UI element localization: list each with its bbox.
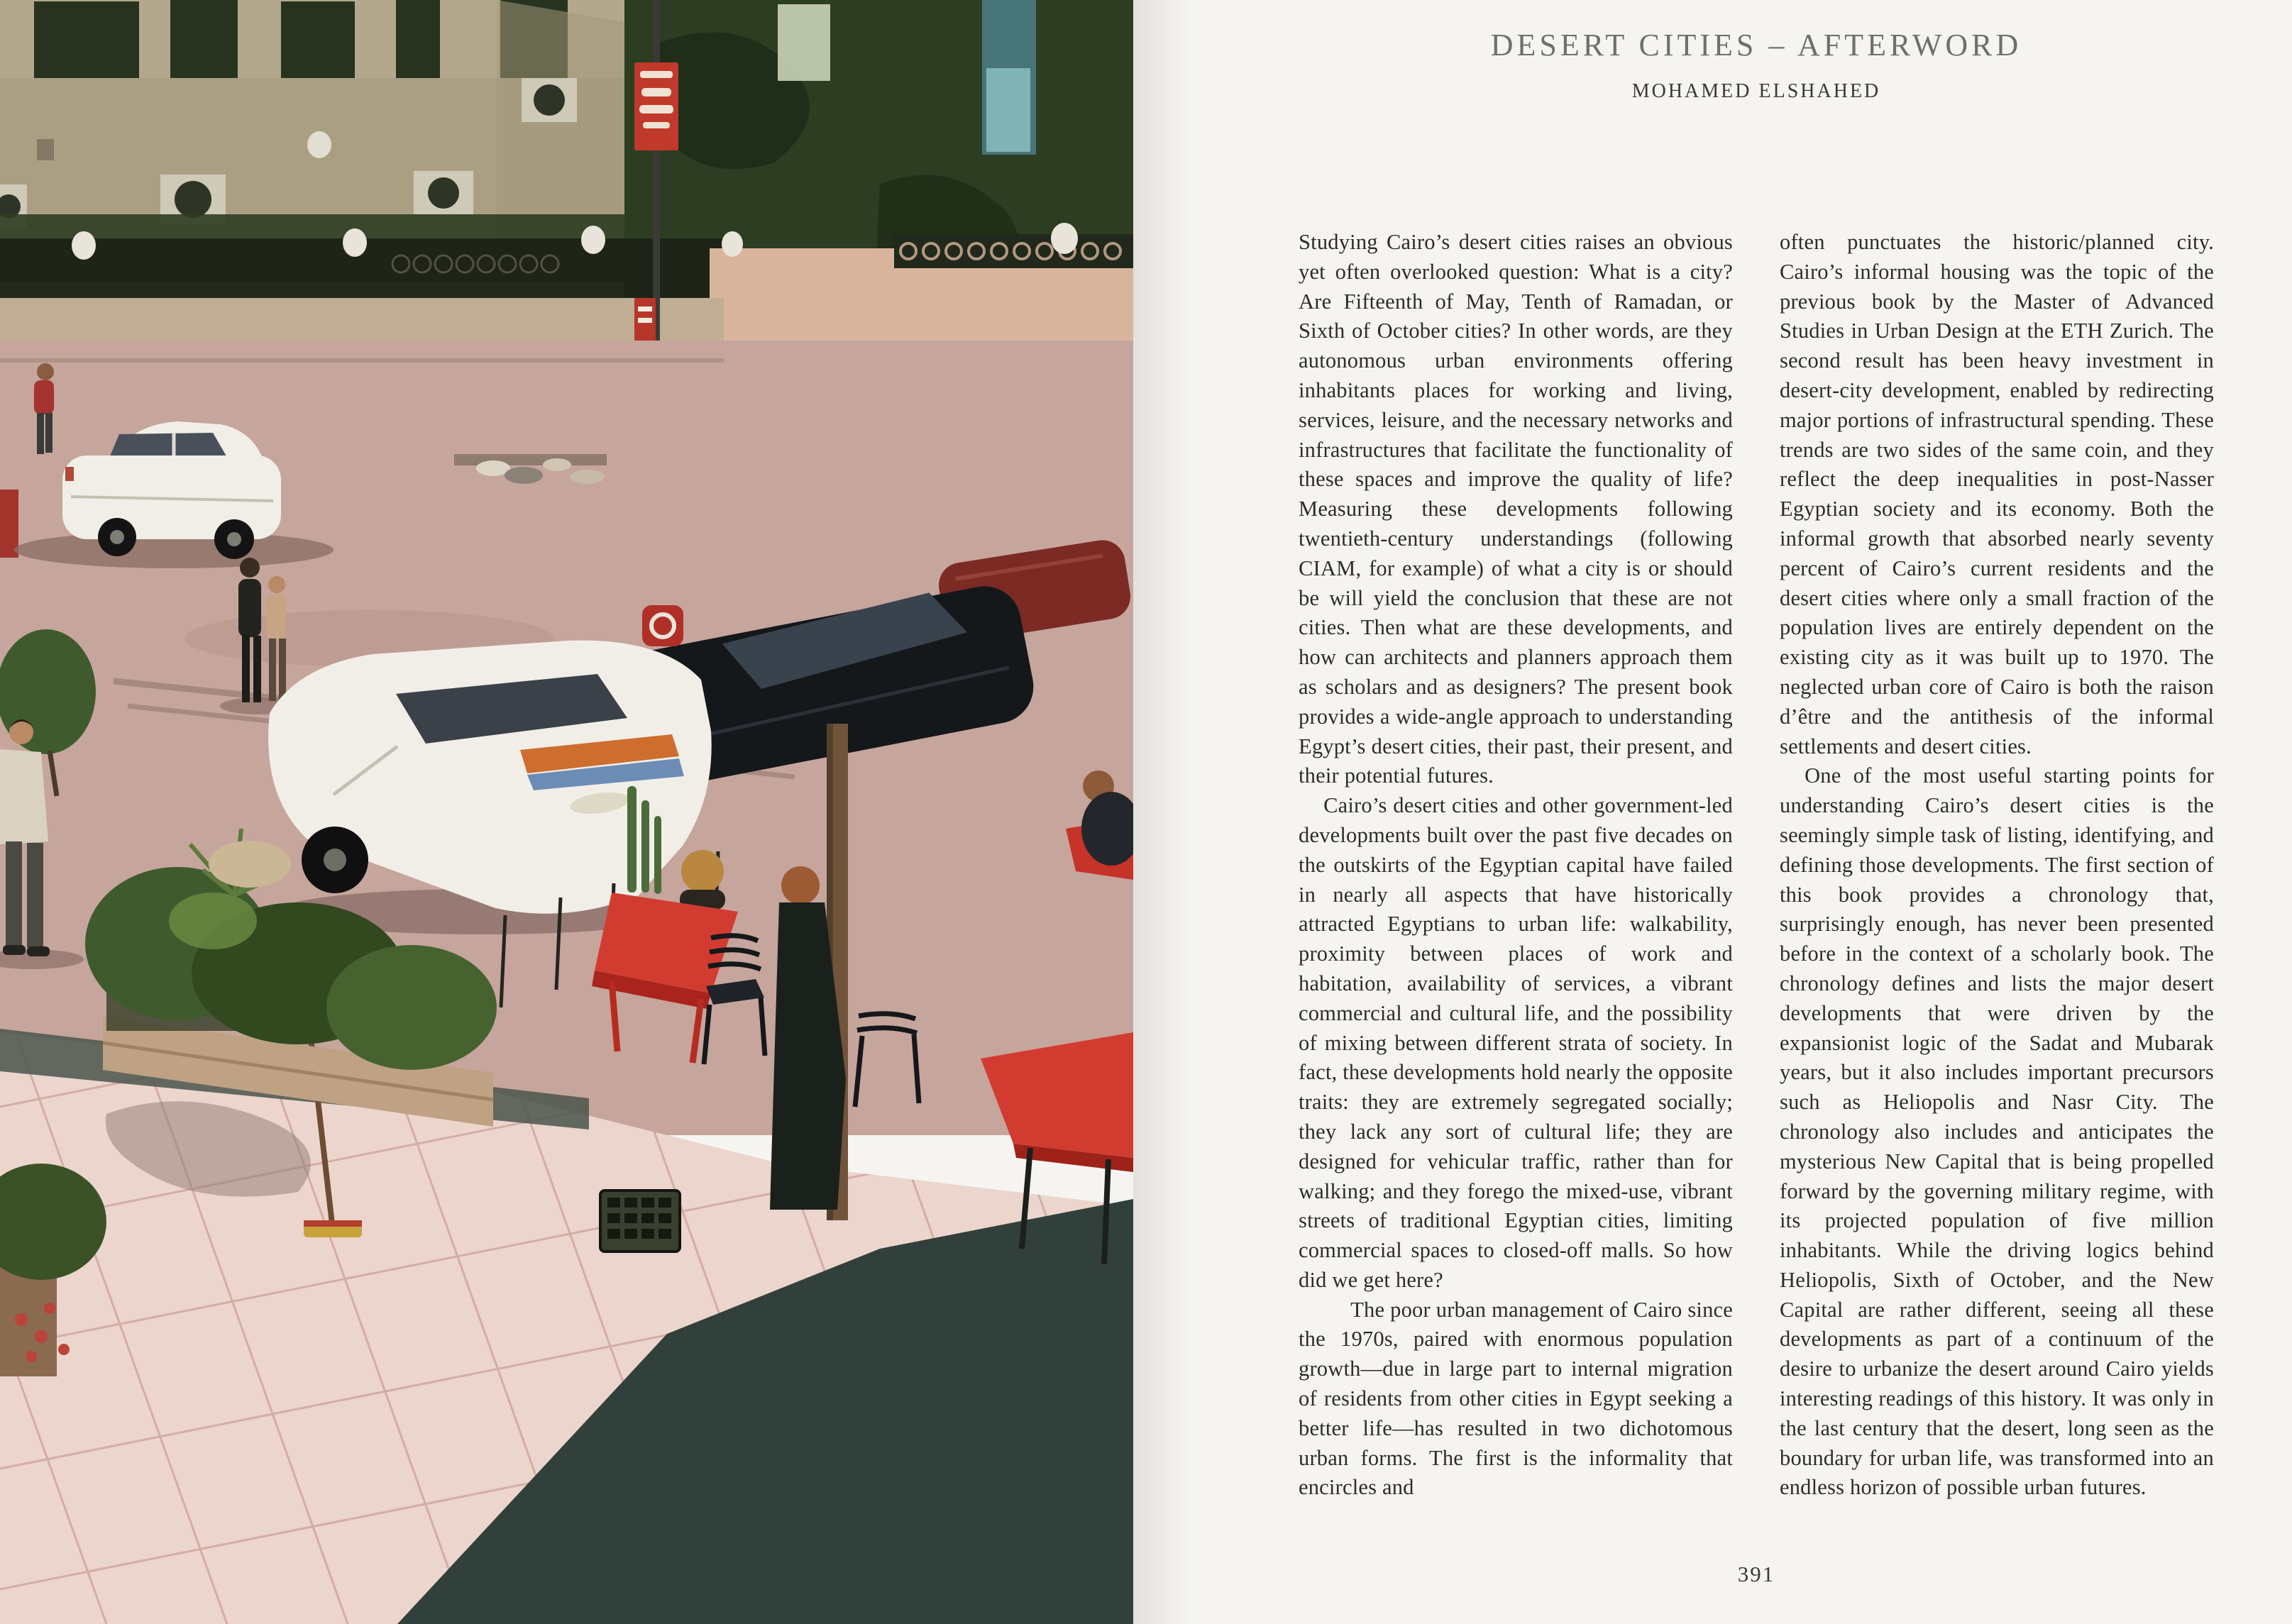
chapter-title: DESERT CITIES – AFTERWORD: [1490, 28, 2022, 62]
paragraph: One of the most useful starting points for understanding Cairo’s desert cities is the seemingly simple task of listing, identifying, and defining those developments. The first section of this book provides a chronology that, surprisingly enough, has never been presented before in the context of a scholarly book. The chronology defines and lists the major desert developments that were driven by the expansionist logic of the Sadat and Mubarak years, but it also includes important precursors such as Heliopolis and Nasr City. The chronology also includes and anticipates the mysterious New Capital that is being propelled forward by the governing military regime, with its projected population of five million inhabitants. While the driving logics behind Heliopolis, Sixth of October, and the New Capital are rather different, seeing all these developments as part of a continuum of the desire to urbanize the desert around Cairo yields interesting readings of this history. It was only in the last century that the desert, long seen as the boundary for urban life, was transformed into an endless horizon of possible urban futures.: [1780, 763, 2214, 1500]
paragraph: Studying Cairo’s desert cities raises an obvious yet often overlooked question: What is a city? Are Fifteenth of May, Tenth of Ramadan, or Sixth of October cities? In other words, are they autonomous urban environments offering inhabitants places for working and living, services, leisure, and the necessary networks and infrastructures that facilitate the functionality of these spaces and improve the quality of life? Measuring these developments following twentieth-century understandings (following CIAM, for example) of what a city is or should be will yield the conclusion that these are not cities. Then what are these developments, and how can architects and planners approach them as scholars and as designers? The present book provides a wide-angle approach to understanding Egypt’s desert cities, their past, their present, and their potential futures.: [1299, 230, 1733, 788]
street-photo: [0, 0, 1133, 1624]
paragraph: Cairo’s desert cities and other government-led developments built over the past five decades on the outskirts of the Egyptian capital have failed in nearly all aspects that have historically attracted Egyptians to urban life: walkability, proximity between places of work and habitation, availability of services, a vibrant commercial and cultural life, and the possibility of mixing between different strata of society. In fact, these developments hold nearly the opposite traits: they are extremely segregated socially; they lack any sort of cultural life; they are designed for vehicular traffic, rather than for walking; and they forego the mixed-use, vibrant streets of traditional Egyptian cities, limiting commercial spaces to closed-off malls. So how did we get here?: [1299, 793, 1733, 1292]
drain-grate: [600, 1191, 680, 1252]
lit-window: [778, 4, 830, 81]
text-page: [1133, 0, 2292, 1624]
rock: [209, 841, 291, 888]
body-columns: [1299, 228, 2214, 1503]
column-right: [1780, 228, 2214, 1503]
street-photo-illustration: [0, 0, 1133, 1624]
text-block: [1299, 0, 2214, 1624]
column-left: [1299, 228, 1733, 1503]
gutter-shadow: [1133, 0, 1190, 1624]
paragraph: often punctuates the historic/planned city. Cairo’s informal housing was the topic of the previous book by the Master of Advanced Studies in Urban Design at the ETH Zurich. The second result has been heavy investment in desert-city development, enabled by redirecting major portions of infrastructural spending. These trends are two sides of the same coin, and they reflect the deep inequalities in post-Nasser Egyptian society and its economy. Both the informal growth that absorbed nearly seventy percent of Cairo’s current residents and the desert cities where only a small fraction of the population lives are entirely dependent on the existing city as it was built up to 1970. The neglected urban core of Cairo is both the raison d’être and the antithesis of the informal settlements and desert cities.: [1780, 230, 2214, 758]
paragraph: The poor urban management of Cairo since the 1970s, paired with enormous population growth—due in large part to internal migration of residents from other cities in Egypt seeking a better life—has resulted in two dichotomous urban forms. The first is the informality that encircles and: [1299, 1297, 1733, 1500]
seated-person: [681, 850, 724, 893]
car-badge: [642, 605, 683, 646]
page-number: 391: [1737, 1562, 1775, 1586]
author-name: MOHAMED ELSHAHED: [1631, 80, 1881, 102]
